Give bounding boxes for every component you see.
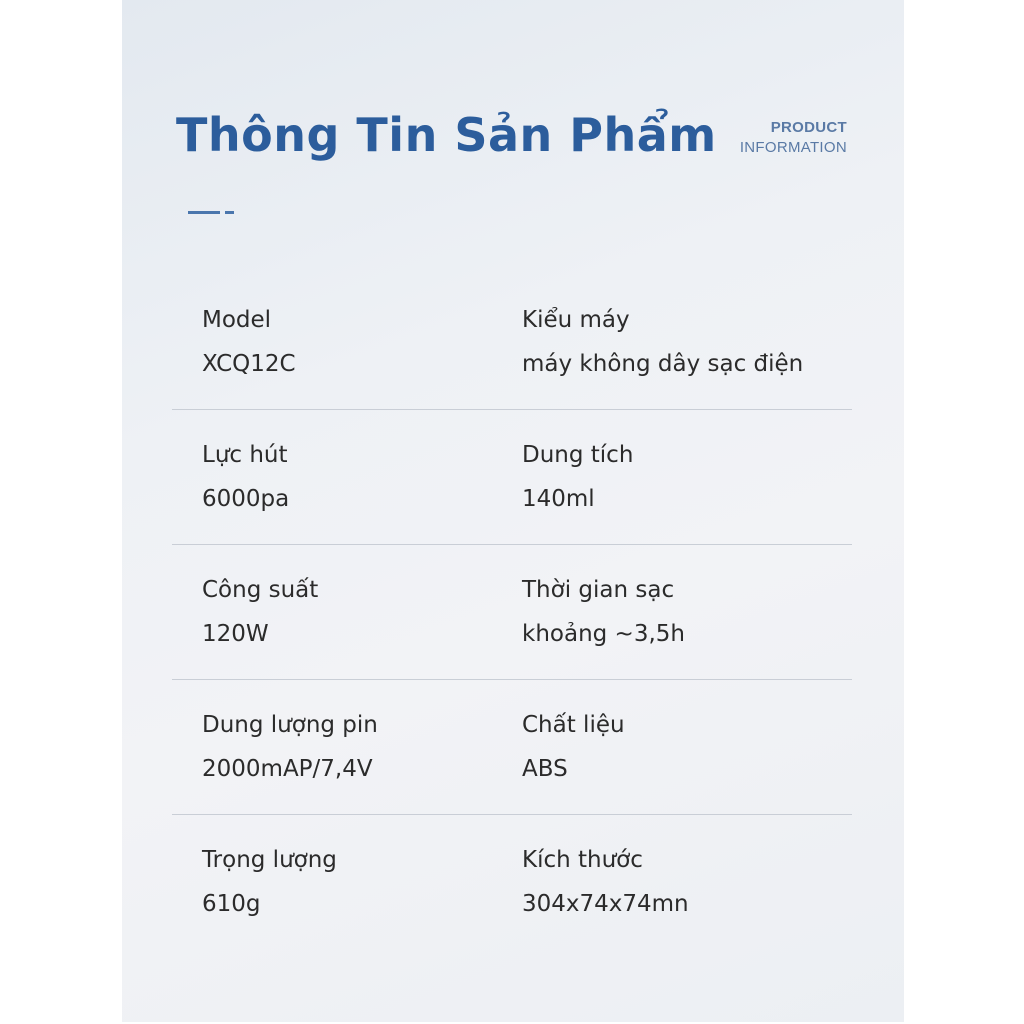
spec-battery: [202, 710, 378, 784]
spec-row-power: [172, 545, 852, 680]
spec-value: máy không dây sạc điện: [522, 351, 804, 377]
spec-value: 610g: [202, 891, 261, 917]
spec-value: XCQ12C: [202, 351, 296, 377]
spec-charge-time: [522, 575, 685, 649]
accent-bar-short: [225, 211, 234, 214]
spec-label: Công suất: [202, 577, 319, 603]
spec-weight: [202, 845, 337, 919]
subtitle-line-1: PRODUCT: [770, 119, 847, 136]
page-title: Thông Tin Sản Phẩm: [176, 108, 717, 162]
spec-row-weight: [172, 815, 852, 949]
spec-label: Thời gian sạc: [522, 577, 675, 603]
spec-label: Chất liệu: [522, 712, 625, 738]
spec-label: Model: [202, 307, 272, 333]
spec-row-suction: [172, 410, 852, 545]
spec-label: Trọng lượng: [202, 847, 337, 873]
accent-bar-long: [188, 211, 220, 214]
spec-power: [202, 575, 318, 649]
spec-material: [522, 710, 625, 784]
product-info-panel: [122, 0, 904, 1022]
subtitle-line-2: INFORMATION: [739, 139, 847, 156]
spec-dimensions: [522, 845, 689, 919]
spec-row-battery: [172, 680, 852, 815]
spec-value: 140ml: [522, 486, 595, 512]
spec-type: [522, 305, 803, 379]
spec-label: Dung lượng pin: [202, 712, 378, 738]
page-subtitle: [740, 118, 847, 158]
spec-capacity: [522, 440, 633, 514]
spec-value: 304x74x74mn: [522, 891, 689, 917]
spec-label: Lực hút: [202, 442, 288, 468]
title-accent-divider: [188, 211, 234, 215]
spec-label: Kích thước: [522, 847, 643, 873]
spec-row-model: [172, 275, 852, 410]
spec-model: [202, 305, 296, 379]
spec-value: 120W: [202, 621, 269, 647]
spec-value: ABS: [522, 756, 568, 782]
spec-value: 6000pa: [202, 486, 290, 512]
spec-label: Dung tích: [522, 442, 634, 468]
spec-label: Kiểu máy: [522, 307, 630, 333]
spec-table: [172, 275, 852, 949]
spec-value: 2000mAP/7,4V: [202, 756, 373, 782]
spec-value: khoảng ~3,5h: [522, 621, 685, 647]
spec-suction: [202, 440, 289, 514]
